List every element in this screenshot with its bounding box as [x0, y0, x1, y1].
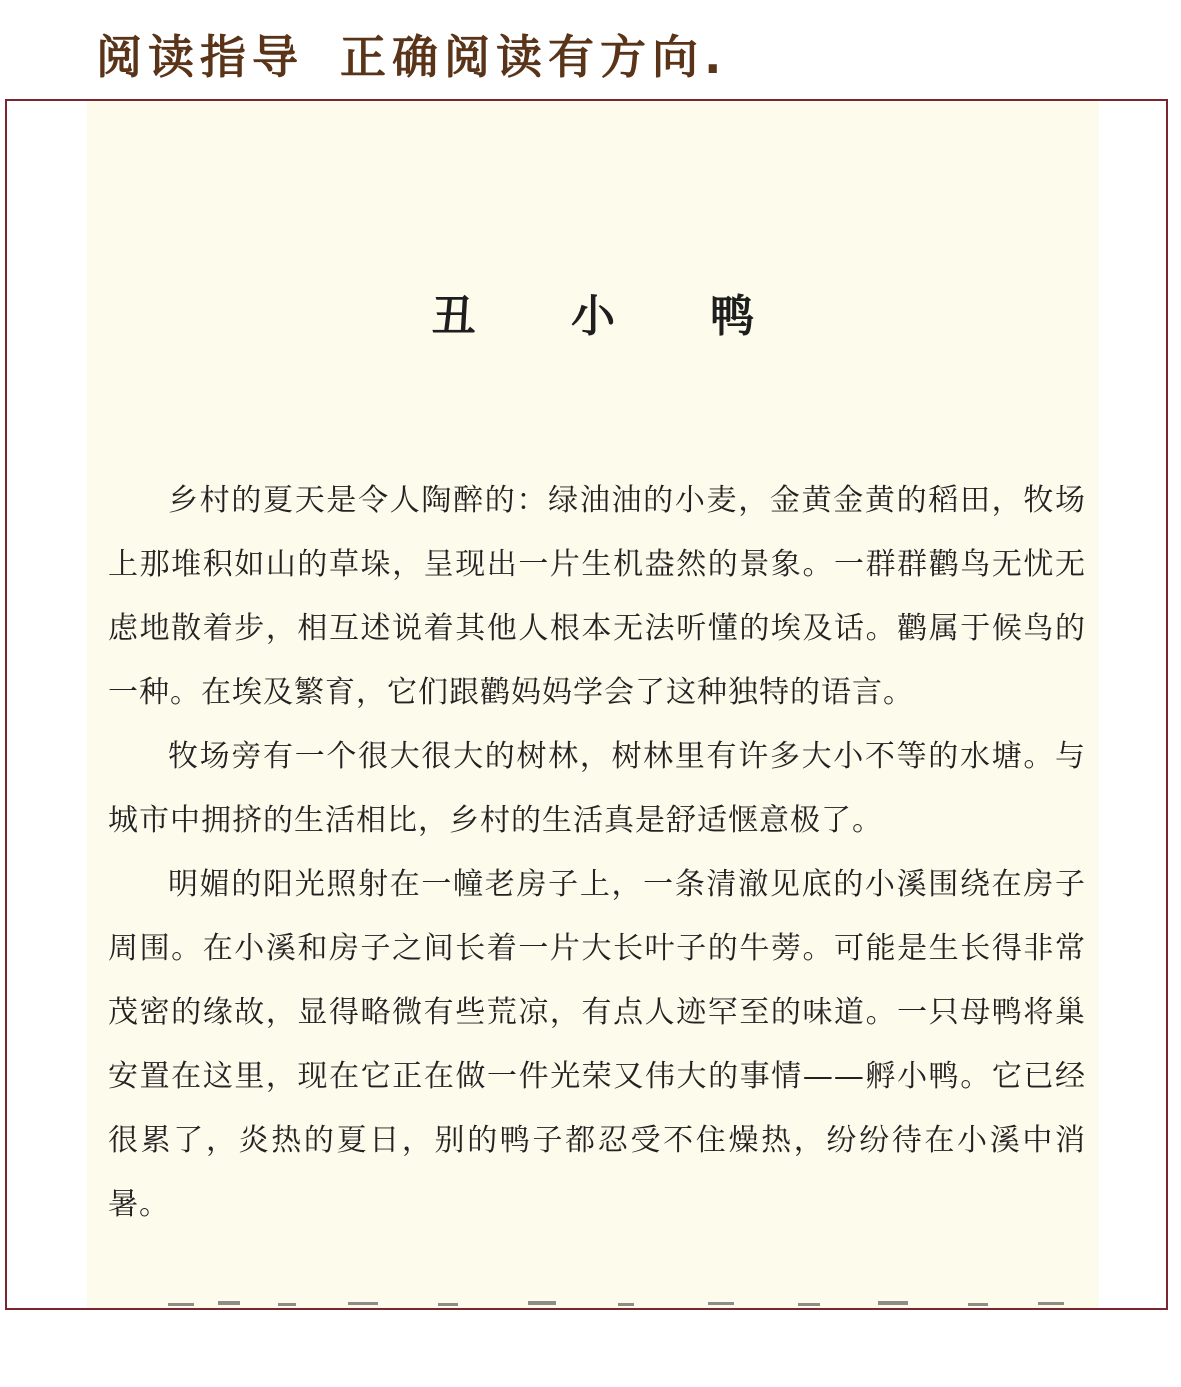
story-body	[108, 469, 1086, 1237]
cutoff-text-fragment	[108, 1297, 1086, 1308]
banner-heading: 阅读指导	[96, 30, 304, 84]
book-page	[87, 101, 1099, 1308]
paragraph-1: 乡村的夏天是令人陶醉的：绿油油的小麦，金黄金黄的稻田，牧场上那堆积如山的草垛，呈现出一片生机盎然的景象。一群群鹳鸟无忧无虑地散着步，相互述说着其他人根本无法听懂的埃及话。鹳属于候鸟的一种。在埃及繁育，它们跟鹳妈妈学会了这种独特的语言。	[108, 483, 1086, 710]
story-title: 丑 小 鸭	[431, 291, 795, 342]
paragraph-3: 明媚的阳光照射在一幢老房子上，一条清澈见底的小溪围绕在房子周围。在小溪和房子之间长着一片大长叶子的牛蒡。可能是生长得非常茂密的缘故，显得略微有些荒凉，有点人迹罕至的味道。一只母鸭将巢安置在这里，现在它正在做一件光荣又伟大的事情——孵小鸭。它已经很累了，炎热的夏日，别的鸭子都忍受不住燥热，纷纷待在小溪中消暑。	[108, 867, 1086, 1222]
page-frame	[5, 99, 1168, 1310]
paragraph-2: 牧场旁有一个很大很大的树林，树林里有许多大小不等的水塘。与城市中拥挤的生活相比，乡村的生活真是舒适惬意极了。	[108, 739, 1086, 838]
banner-slogan: 正确阅读有方向.	[340, 30, 728, 84]
next-line-cutoff	[108, 1297, 1086, 1308]
reading-guide-banner	[96, 22, 727, 86]
